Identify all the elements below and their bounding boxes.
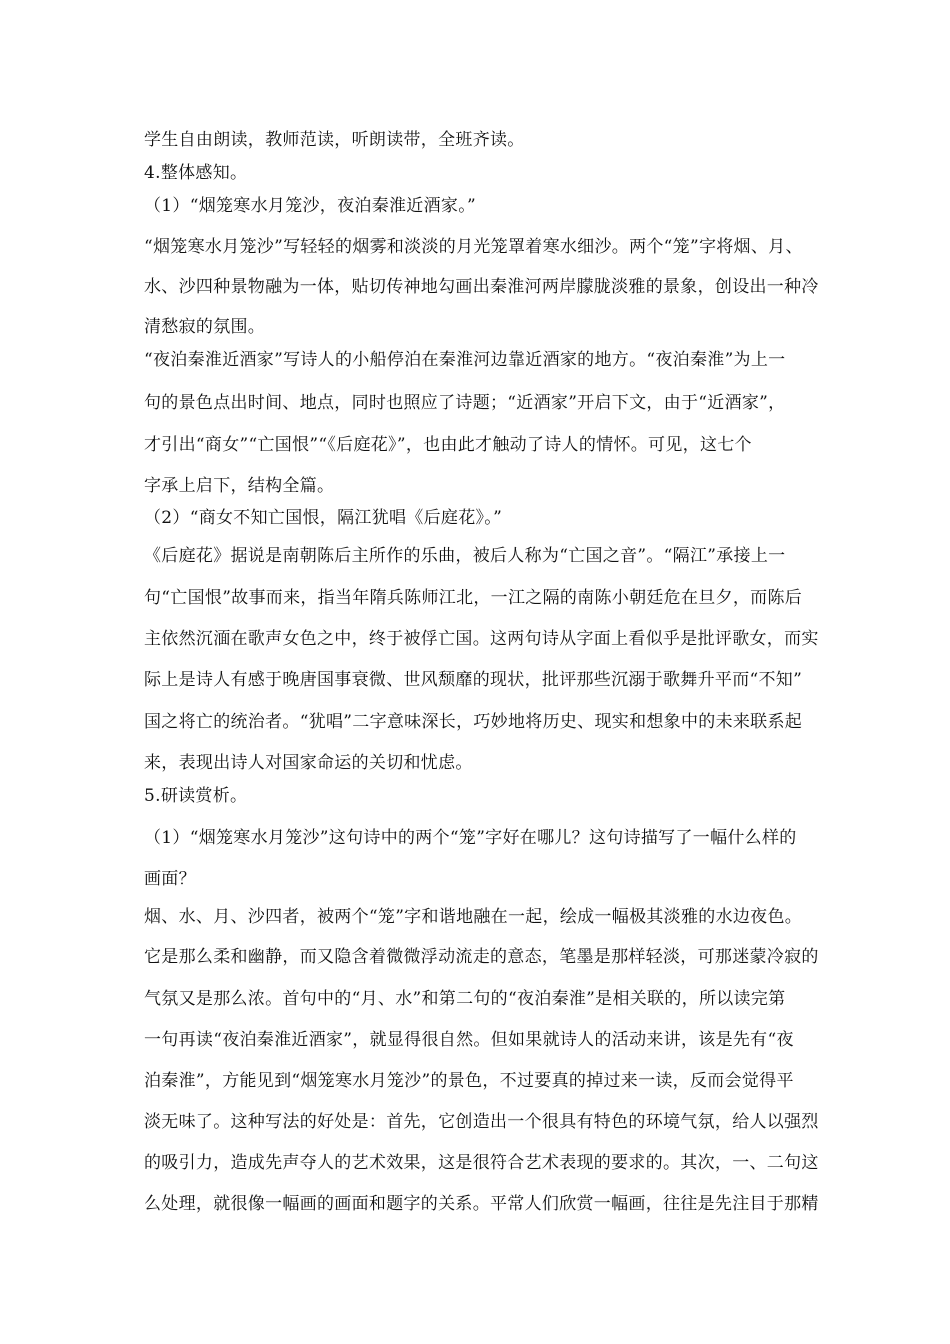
text-line: 么处理，就很像一幅画的画面和题字的关系。平常人们欣赏一幅画，往往是先注目于那精: [144, 1194, 819, 1214]
text-line: 气氛又是那么浓。首句中的“月、水”和第二句的“夜泊秦淮”是相关联的，所以读完第: [144, 989, 786, 1009]
text-line: 主依然沉湎在歌声女色之中，终于被俘亡国。这两句诗从字面上看似乎是批评歌女，而实: [144, 629, 819, 649]
text-line: 来，表现出诗人对国家命运的关切和忧虑。: [144, 753, 473, 773]
section-heading: 4.整体感知。: [144, 163, 248, 183]
text-line: 才引出“商女”“亡国恨”“《后庭花》”，也由此才触动了诗人的情怀。可见，这七个: [144, 435, 752, 455]
text-line: “夜泊秦淮近酒家”写诗人的小船停泊在秦淮河边靠近酒家的地方。“夜泊秦淮”为上一: [144, 350, 786, 370]
subheading: （1）“烟笼寒水月笼沙，夜泊秦淮近酒家。”: [144, 196, 476, 216]
text-line: 水、沙四种景物融为一体，贴切传神地勾画出秦淮河两岸朦胧淡雅的景象，创设出一种冷: [144, 277, 819, 297]
text-line: 烟、水、月、沙四者，被两个“笼”字和谐地融在一起，绘成一幅极其淡雅的水边夜色。: [144, 907, 803, 927]
text-line: 《后庭花》据说是南朝陈后主所作的乐曲，被后人称为“亡国之音”。“隔江”承接上一: [144, 546, 786, 566]
text-line: 泊秦淮”，方能见到“烟笼寒水月笼沙”的景色，不过要真的掉过来一读，反而会觉得平: [144, 1071, 794, 1091]
section-heading: 5.研读赏析。: [144, 786, 248, 806]
text-line: 句的景色点出时间、地点，同时也照应了诗题；“近酒家”开启下文，由于“近酒家”，: [144, 393, 786, 413]
text-line: 的吸引力，造成先声夺人的艺术效果，这是很符合艺术表现的要求的。其次，一、二句这: [144, 1153, 819, 1173]
text-line: “烟笼寒水月笼沙”写轻轻的烟雾和淡淡的月光笼罩着寒水细沙。两个“笼”字将烟、月、: [144, 237, 803, 257]
text-line: 一句再读“夜泊秦淮近酒家”，就显得很自然。但如果就诗人的活动来讲，该是先有“夜: [144, 1030, 794, 1050]
text-line: 学生自由朗读，教师范读，听朗读带，全班齐读。: [144, 130, 525, 150]
text-line: 字承上启下，结构全篇。: [144, 476, 335, 496]
subheading: （2）“商女不知亡国恨，隔江犹唱《后庭花》。”: [144, 508, 503, 528]
text-line: 清愁寂的氛围。: [144, 317, 266, 337]
text-line: 国之将亡的统治者。“犹唱”二字意味深长，巧妙地将历史、现实和想象中的未来联系起: [144, 712, 803, 732]
text-line: 句“亡国恨”故事而来，指当年隋兵陈师江北，一江之隔的南陈小朝廷危在旦夕，而陈后: [144, 588, 803, 608]
text-line: 际上是诗人有感于晚唐国事衰微、世风颓靡的现状，批评那些沉溺于歌舞升平而“不知”: [144, 670, 803, 690]
subheading: （1）“烟笼寒水月笼沙”这句诗中的两个“笼”字好在哪儿？这句诗描写了一幅什么样的: [144, 828, 797, 848]
text-line: 画面？: [144, 869, 196, 889]
text-line: 淡无味了。这种写法的好处是：首先，它创造出一个很具有特色的环境气氛，给人以强烈: [144, 1112, 819, 1132]
text-line: 它是那么柔和幽静，而又隐含着微微浮动流走的意态，笔墨是那样轻淡，可那迷蒙冷寂的: [144, 947, 819, 967]
